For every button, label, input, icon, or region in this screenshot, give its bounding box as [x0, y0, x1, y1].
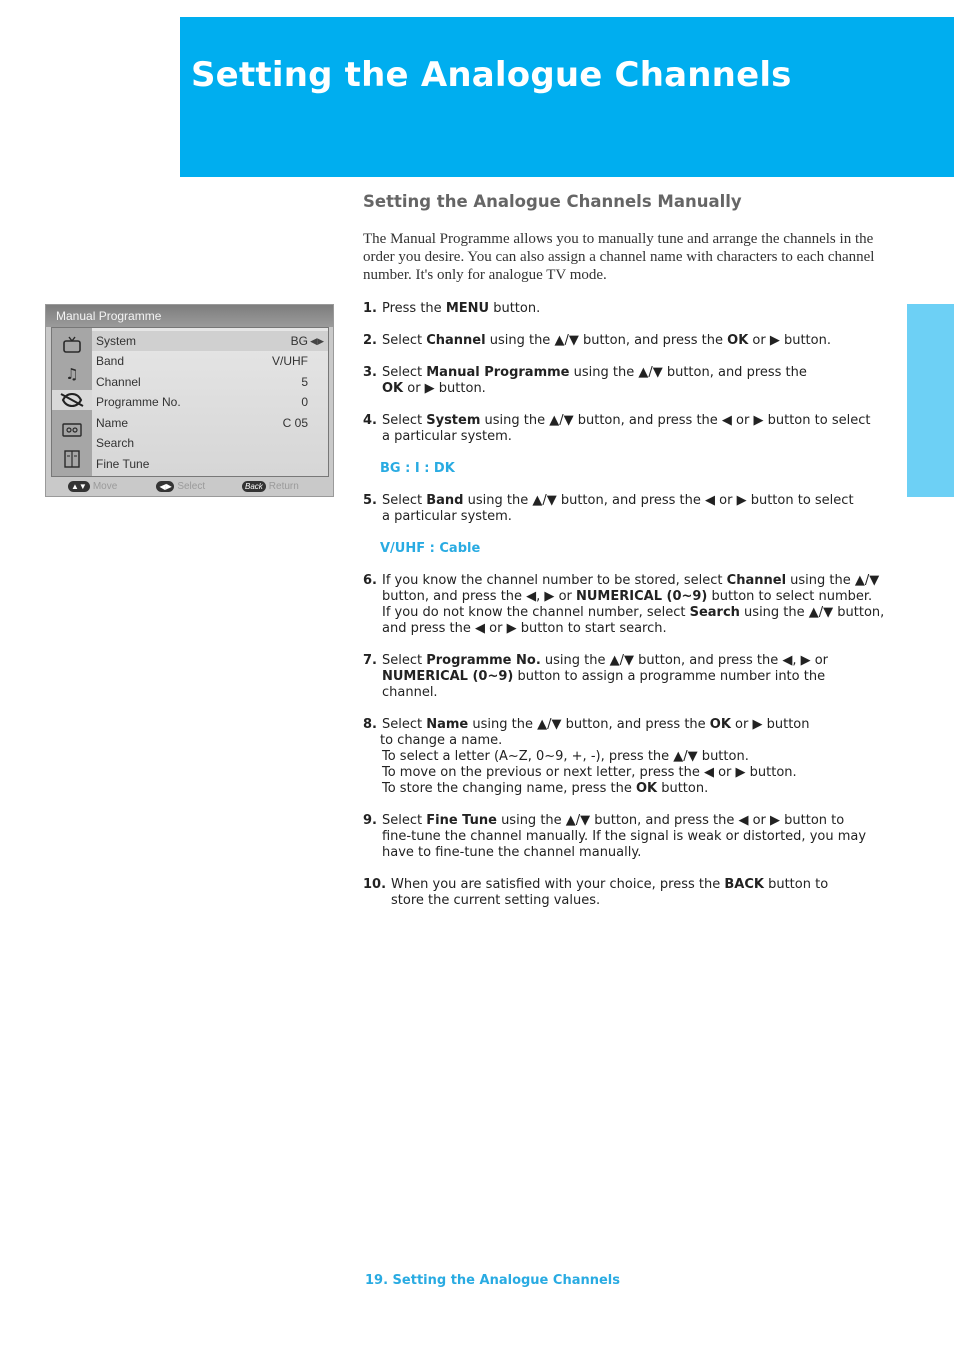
- step-text: a particular system.: [381, 429, 512, 444]
- step-text: have to fine-tune the channel manually.: [381, 845, 642, 860]
- osd-row-value: 0: [301, 395, 308, 409]
- step-4: [363, 413, 903, 445]
- step-keyword: OK: [635, 781, 658, 796]
- step-keyword: OK: [381, 381, 404, 396]
- up-down-key-icon: ▲▼: [68, 481, 90, 492]
- osd-row-label: Channel: [96, 375, 141, 389]
- step-text: Press the: [381, 301, 446, 316]
- step-text: using the ▲/▼ button, and press the: [468, 717, 710, 732]
- osd-row-value: 5: [301, 375, 308, 389]
- osd-footer-select: [156, 477, 205, 496]
- osd-panel: [51, 327, 329, 477]
- osd-row-label: Name: [96, 416, 129, 430]
- step-text: store the current setting values.: [391, 893, 601, 908]
- step-keyword: Name: [426, 717, 469, 732]
- tv-icon: [60, 336, 84, 356]
- step-text: Select: [381, 365, 427, 380]
- step-keyword: BACK: [724, 877, 764, 892]
- step-number: 3.: [363, 365, 377, 380]
- step-number: 5.: [363, 493, 377, 508]
- step-text: button.: [489, 301, 541, 316]
- step-number: 10.: [363, 877, 387, 892]
- osd-row-value: C 05: [282, 416, 308, 430]
- step-6: [363, 573, 903, 637]
- step-keyword: Search: [689, 605, 740, 620]
- osd-row-label: Programme No.: [96, 395, 181, 409]
- step-text: a particular system.: [381, 509, 512, 524]
- step-text: Select: [381, 653, 427, 668]
- step-8: [363, 717, 903, 797]
- step-text: To store the changing name, press the: [381, 781, 636, 796]
- step-text: using the ▲/▼ button, and press the: [485, 333, 728, 348]
- step-number: 7.: [363, 653, 377, 668]
- step-3: [363, 365, 903, 397]
- step-number: 1.: [363, 301, 377, 316]
- step-text: Select: [381, 493, 427, 508]
- osd-footer-return: [242, 477, 299, 496]
- left-right-arrows-icon: ◀▶: [310, 336, 324, 346]
- step-1: [363, 301, 903, 317]
- band-options: V/UHF : Cable: [380, 541, 481, 556]
- osd-row-programme-no: [92, 392, 328, 412]
- back-key-icon: Back: [242, 481, 266, 492]
- step-text: using the ▲/▼ button, and press the ◀ or ▶ button to: [496, 813, 845, 828]
- step-keyword: Band: [426, 493, 464, 508]
- step-text: button, and press the ◀, ▶ or: [381, 589, 576, 604]
- osd-row-band: [92, 351, 328, 371]
- page-footer: 19. Setting the Analogue Channels: [365, 1273, 620, 1288]
- osd-row-search: [92, 433, 328, 453]
- osd-row-label: Band: [96, 354, 125, 368]
- step-text: When you are satisfied with your choice, press the: [391, 877, 725, 892]
- step-number: 4.: [363, 413, 377, 428]
- step-number: 6.: [363, 573, 377, 588]
- step-text: to change a name.: [379, 733, 503, 748]
- step-5: [363, 493, 903, 525]
- step-9: [363, 813, 903, 861]
- step-text: using the ▲/▼ button, and press the ◀, ▶ or: [540, 653, 829, 668]
- step-text: using the ▲/▼ button,: [739, 605, 885, 620]
- step-text: using the ▲/▼ button, and press the ◀ or ▶ button to select: [463, 493, 854, 508]
- step-number: 8.: [363, 717, 377, 732]
- step-keyword: MENU: [445, 301, 490, 316]
- step-text: Select: [381, 717, 427, 732]
- step-keyword: OK: [727, 333, 749, 348]
- step-keyword: Programme No.: [426, 653, 541, 668]
- step-text: To select a letter (A~Z, 0~9, +, -), press the ▲/▼ button.: [381, 749, 749, 764]
- osd-icon-column: [52, 328, 92, 476]
- step-text: button to assign a programme number into the: [513, 669, 826, 684]
- osd-row-label: Fine Tune: [96, 457, 150, 471]
- step-number: 9.: [363, 813, 377, 828]
- book-icon: [60, 450, 84, 470]
- osd-footer-move: [68, 477, 117, 496]
- step-keyword: OK: [709, 717, 731, 732]
- step-text: Select: [381, 413, 427, 428]
- step-keyword: Fine Tune: [426, 813, 497, 828]
- step-text: and press the ◀ or ▶ button to start search.: [381, 621, 667, 636]
- step-number: 2.: [363, 333, 377, 348]
- step-text: To move on the previous or next letter, press the ◀ or ▶ button.: [381, 765, 797, 780]
- step-keyword: Channel: [426, 333, 486, 348]
- step-text: fine-tune the channel manually. If the signal is weak or distorted, you may: [381, 829, 867, 844]
- page-title: Setting the Analogue Channels: [191, 55, 792, 95]
- osd-row-value: V/UHF: [272, 354, 308, 368]
- step-text: button.: [657, 781, 709, 796]
- osd-footer-return-label: Return: [268, 481, 299, 492]
- satellite-icon: [52, 390, 92, 410]
- header-band: [180, 17, 954, 177]
- tape-icon: [60, 422, 84, 442]
- osd-row-system: [92, 331, 328, 351]
- osd-row-label: Search: [96, 436, 135, 450]
- step-text: or ▶ button.: [748, 333, 831, 348]
- osd-row-fine-tune: [92, 454, 328, 474]
- step-text: or ▶ button: [730, 717, 810, 732]
- step-text: button to select number.: [707, 589, 873, 604]
- step-2: [363, 333, 903, 349]
- step-keyword: Manual Programme: [426, 365, 570, 380]
- osd-footer-move-label: Move: [92, 481, 118, 492]
- step-keyword: NUMERICAL (0~9): [381, 669, 514, 684]
- osd-footer-select-label: Select: [177, 481, 206, 492]
- osd-row-value: BG: [290, 334, 308, 348]
- osd-title: Manual Programme: [46, 305, 333, 327]
- osd-footer: [46, 477, 333, 496]
- intro-paragraph: The Manual Programme allows you to manually tune and arrange the channels in the order you desire. You can also assign a channel name with characters to each channel number. It's only for analogue TV mode.: [363, 231, 875, 283]
- step-text: button to: [763, 877, 829, 892]
- step-text: Select: [381, 813, 427, 828]
- osd-row-name: [92, 413, 328, 433]
- osd-menu-list: [92, 328, 328, 476]
- step-text: If you do not know the channel number, select: [381, 605, 690, 620]
- step-keyword: System: [426, 413, 481, 428]
- step-text: If you know the channel number to be stored, select: [381, 573, 727, 588]
- step-text: channel.: [381, 685, 438, 700]
- step-keyword: Channel: [726, 573, 787, 588]
- system-options: BG : I : DK: [380, 461, 455, 476]
- step-7: [363, 653, 903, 701]
- side-tab-marker: [907, 304, 954, 497]
- music-note-icon: ♫: [65, 365, 79, 383]
- left-right-key-icon: ◀▶: [156, 481, 174, 492]
- step-text: using the ▲/▼ button, and press the: [569, 365, 807, 380]
- step-text: Select: [381, 333, 427, 348]
- step-text: or ▶ button.: [403, 381, 486, 396]
- osd-row-channel: [92, 372, 328, 392]
- step-10: [363, 877, 903, 909]
- step-keyword: NUMERICAL (0~9): [576, 589, 708, 604]
- step-text: using the ▲/▼: [786, 573, 880, 588]
- manual-programme-osd-image: [45, 304, 334, 497]
- osd-row-label: System: [96, 334, 137, 348]
- section-title: Setting the Analogue Channels Manually: [363, 192, 742, 211]
- step-text: using the ▲/▼ button, and press the ◀ or ▶ button to select: [480, 413, 871, 428]
